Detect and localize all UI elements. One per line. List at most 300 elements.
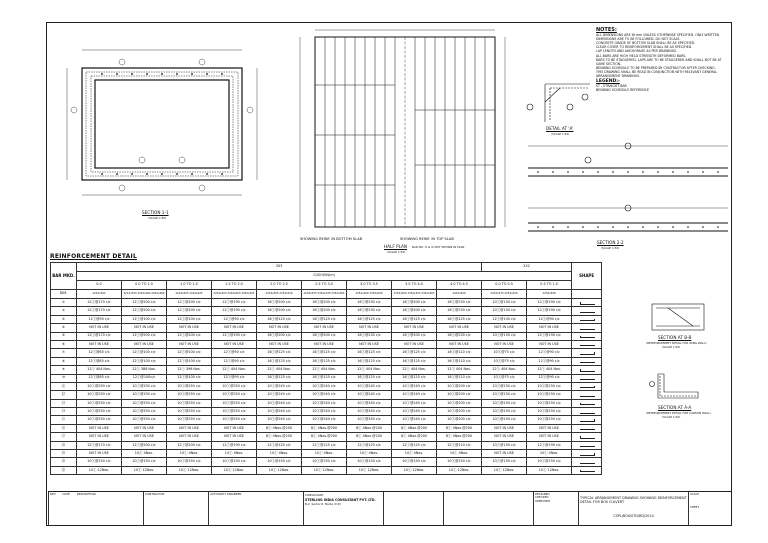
bar-spec-cell: 10ⓣ 12Nos. [482, 466, 527, 474]
section-1-1-drawing [62, 40, 267, 210]
description-label: DESCRIPTION [76, 492, 96, 496]
range-header: 2.5 TO 3.0 [302, 281, 347, 290]
bar-spec-cell: 10ⓣ@200 c/c [437, 416, 482, 424]
bar-spec-cell: 16ⓣ@125 c/c [302, 357, 347, 365]
bar-spec-cell: 10ⓣ 4Nos. [437, 450, 482, 458]
bar-spec-cell: 12ⓣ@100 c/c [122, 349, 167, 357]
bar-spec-cell: NOT IN USE [212, 340, 257, 348]
bar-spec-cell: 16ⓣ@125 c/c [347, 357, 392, 365]
bar-spec-cell: 10ⓣ@200 c/c [437, 408, 482, 416]
note-item: BARS TO BE STAGGERED. LAPS ARE TO BE STAGGERED AND SHALL NOT BE AT SAME SECTION. [596, 57, 722, 66]
bar-shape-cell [572, 424, 602, 432]
table-row [51, 458, 602, 466]
bar-spec-cell: 10ⓣ@150 c/c [482, 458, 527, 466]
bar-spec-cell: 10ⓣ@200 c/c [437, 399, 482, 407]
table-row [51, 399, 602, 407]
range-header: 0.0 [77, 281, 122, 290]
bar-spec-cell: 12ⓣ@200 c/c [122, 441, 167, 449]
bar-shape-cell [572, 324, 602, 332]
bar-spec-cell: 10ⓣ@150 c/c [257, 458, 302, 466]
bar-spec-cell: 16ⓣ@200 c/c [257, 299, 302, 307]
bar-spec-cell: 10ⓣ@250 c/c [167, 382, 212, 390]
table-row [51, 424, 602, 432]
bar-spec-cell: 10ⓣ@250 c/c [167, 399, 212, 407]
bar-mark: ⑨ [51, 366, 77, 374]
bar-spec-cell: 10ⓣ@250 c/c [482, 391, 527, 399]
bar-shape-cell [572, 382, 602, 390]
bar-spec-cell: 12ⓣ@90 c/c [212, 374, 257, 382]
bar-spec-cell: 12ⓣ@90 c/c [212, 349, 257, 357]
notes-heading: NOTES: [596, 27, 617, 33]
bar-shape-cell [572, 374, 602, 382]
detail-a-title: DETAIL AT 'A' [546, 126, 574, 131]
bar-mark: ⑮ [51, 416, 77, 424]
bar-spec-cell: NOT IN USE [482, 450, 527, 458]
bar-mark: ⑦ [51, 349, 77, 357]
bar-spec-cell: 12ⓣ@85 c/c [77, 374, 122, 382]
bar-spec-cell: 12ⓣ@85 c/c [77, 349, 122, 357]
bar-spec-cell: 16ⓣ@200 c/c [392, 332, 437, 340]
bar-mark: ② [51, 307, 77, 315]
bar-spec-cell: 10ⓣ@150 c/c [122, 458, 167, 466]
bar-spec-cell: 12ⓣ@190 c/c [212, 299, 257, 307]
note-item: ALL BARS ARE HIGH YIELD STRENGTH DEFORMED BARS. [596, 53, 687, 58]
consultant-label: CONSULTANT [305, 493, 324, 497]
bar-spec-cell: 12ⓣ@100 c/c [167, 357, 212, 365]
table-row [51, 315, 602, 323]
bar-spec-cell: 12ⓣ@90 c/c [527, 315, 572, 323]
legend-item: BENDING SCHEDULE REFERENCE [596, 88, 650, 93]
bar-spec-cell: 8ⓣ 4Nos.@200 [257, 424, 302, 432]
bar-spec-cell: NOT IN USE [212, 324, 257, 332]
bar-spec-cell: 10ⓣ@250 c/c [122, 416, 167, 424]
bar-spec-cell: NOT IN USE [482, 324, 527, 332]
bar-spec-cell: NOT IN USE [77, 433, 122, 441]
bar-spec-cell: 12ⓣ@190 c/c [527, 332, 572, 340]
bar-spec-cell: 10ⓣ@250 c/c [527, 382, 572, 390]
detail-a-drawing [520, 82, 598, 124]
scale-label: SCALE [690, 492, 699, 496]
note-item: CONCRETE GRADE OF BOTTOM SLAB SHALL BE AS SPECIFIED. [596, 41, 696, 46]
bar-spec-cell: 10ⓣ 12Nos. [302, 466, 347, 474]
bar-spec-cell: 10ⓣ@250 c/c [77, 382, 122, 390]
bar-spec-cell: 10ⓣ@250 c/c [122, 391, 167, 399]
section-2-2-drawing [528, 138, 728, 238]
bar-mark: ⑳ [51, 458, 77, 466]
bar-spec-cell: NOT IN USE [122, 340, 167, 348]
bar-spec-cell: 8ⓣ 4Nos.@200 [302, 433, 347, 441]
bar-shape-cell [572, 408, 602, 416]
bar-spec-cell: 12ⓣ 404 Nos. [257, 366, 302, 374]
bar-spec-cell: 10ⓣ@240 c/c [257, 382, 302, 390]
bar-spec-cell: 10ⓣ@250 c/c [122, 408, 167, 416]
bar-shape-sketch [580, 327, 595, 330]
bar-mark: ⑧ [51, 357, 77, 365]
bar-spec-cell: 10ⓣ 12Nos. [392, 466, 437, 474]
table-row [51, 299, 602, 307]
bar-spec-cell: 10ⓣ@75 c/c [482, 374, 527, 382]
bar-shape-sketch [580, 428, 595, 431]
signoff-cell [533, 492, 578, 526]
bar-shape-sketch [580, 361, 595, 364]
range-header: 3.0 TO 3.5 [347, 281, 392, 290]
dims-label: DIM. [51, 290, 77, 299]
bar-spec-cell: NOT IN USE [167, 324, 212, 332]
bar-spec-cell: NOT IN USE [212, 424, 257, 432]
bar-spec-cell: NOT IN USE [527, 424, 572, 432]
section-1-1-scale: (SCALE 1:50) [148, 216, 167, 220]
bar-spec-cell: 8ⓣ 4Nos.@200 [392, 433, 437, 441]
bar-shape-sketch [580, 403, 595, 406]
bar-spec-cell: 12ⓣ 404 Nos. [77, 366, 122, 374]
bar-spec-cell: 10ⓣ@250 c/c [212, 382, 257, 390]
bar-spec-cell: NOT IN USE [527, 324, 572, 332]
table-row [51, 374, 602, 382]
bar-spec-cell: 10ⓣ@150 c/c [167, 458, 212, 466]
bar-spec-cell: 10ⓣ 12Nos. [527, 466, 572, 474]
section-1-1-title: SECTION 1-1 [142, 210, 169, 215]
bar-spec-cell: 12ⓣ@90 c/c [77, 315, 122, 323]
bar-spec-cell: 12ⓣ@100c/c [122, 374, 167, 382]
contractor-label: CONTRACTOR [145, 492, 165, 496]
bar-spec-cell: 12ⓣ@200 c/c [167, 299, 212, 307]
bar-spec-cell: NOT IN USE [482, 424, 527, 432]
bar-spec-cell: 8ⓣ 4Nos.@200 [437, 424, 482, 432]
section-a-a-drawing [648, 372, 708, 402]
bar-shape-sketch [580, 319, 595, 322]
consultant-address: B-2, Sector-8, Noida (U.P.) [305, 502, 342, 507]
bar-spec-cell: 10ⓣ@250 c/c [77, 399, 122, 407]
bar-spec-cell: NOT IN USE [527, 340, 572, 348]
bar-spec-cell: 12ⓣ@125 c/c [347, 441, 392, 449]
bar-spec-cell: 10ⓣ 4Nos. [122, 450, 167, 458]
bar-shape-sketch [580, 310, 595, 313]
bar-spec-cell: 10ⓣ@240 c/c [347, 408, 392, 416]
bar-spec-cell: NOT IN USE [482, 340, 527, 348]
bar-spec-cell: NOT IN USE [347, 340, 392, 348]
bar-shape-cell [572, 340, 602, 348]
table-row [51, 357, 602, 365]
bar-spec-cell: 10ⓣ@150 c/c [482, 441, 527, 449]
bar-spec-cell: 10ⓣ@240 c/c [257, 416, 302, 424]
bar-spec-cell: 10ⓣ@240 c/c [302, 408, 347, 416]
drawing-title: TYPICAL ARRANGEMENT DRAWING SHOWING REINFORCEMENT DETAIL FOR BOX CULVERT [580, 496, 687, 504]
bar-spec-cell: 12ⓣ@200 c/c [167, 332, 212, 340]
bar-spec-cell: 10ⓣ@250 c/c [167, 408, 212, 416]
bar-spec-cell: NOT IN USE [212, 433, 257, 441]
note-item: THIS DRAWING SHALL BE READ IN CONJUNCTION WITH RELEVANT GENERAL ARRANGEMENT DRAWINGS. [596, 69, 718, 79]
bar-spec-cell: 12ⓣ@100 c/c [167, 315, 212, 323]
bar-spec-cell: 16ⓣ@125 c/c [257, 349, 302, 357]
dim-cell: 2254x403 2224x403 2354x403 [212, 290, 257, 299]
designed-label: DESIGNED [535, 492, 550, 496]
bar-shape-cell [572, 366, 602, 374]
bar-spec-cell: 10ⓣ@250 c/c [527, 416, 572, 424]
bar-spec-cell: 12ⓣ@85 c/c [77, 357, 122, 365]
bar-spec-cell: 10ⓣ 12Nos. [122, 466, 167, 474]
bar-mark: ④ [51, 324, 77, 332]
bar-spec-cell: 16ⓣ@125 c/c [302, 349, 347, 357]
bar-spec-cell: 16ⓣ@230 c/c [437, 307, 482, 315]
bar-spec-cell: 12ⓣ@190 c/c [212, 441, 257, 449]
bar-spec-cell: 12ⓣ@190 c/c [527, 307, 572, 315]
drawing-number: CSPL/BOX/STD/RD/2014 [613, 514, 654, 518]
bar-spec-cell: 12ⓣ@90 c/c [212, 315, 257, 323]
bar-mark-header: BAR MKD. [51, 263, 77, 290]
bar-shape-cell [572, 391, 602, 399]
bar-shape-sketch [580, 411, 595, 414]
bar-shape-cell [572, 349, 602, 357]
bar-spec-cell: 10ⓣ@250 c/c [482, 399, 527, 407]
bar-spec-cell: 10ⓣ@75 c/c [482, 349, 527, 357]
bar-spec-cell: 16ⓣ@125 c/c [437, 315, 482, 323]
bar-spec-cell: NOT IN USE [437, 324, 482, 332]
bar-shape-sketch [580, 352, 595, 355]
bar-spec-cell: 10ⓣ@250 c/c [122, 382, 167, 390]
consultant-name: STERLING INDIA CONSULTANT PVT. LTD. [305, 497, 376, 502]
bar-spec-cell: 12ⓣ@200 c/c [167, 307, 212, 315]
cushion-header: CUSHION(m) [77, 272, 572, 281]
bar-spec-cell: 10ⓣ@150 c/c [347, 458, 392, 466]
bar-spec-cell: 10ⓣ@240 c/c [302, 416, 347, 424]
bar-spec-cell: NOT IN USE [392, 340, 437, 348]
bar-spec-cell: 12ⓣ 404 Nos. [437, 366, 482, 374]
range-header: 1.0 TO 1.5 [167, 281, 212, 290]
bar-spec-cell: 16ⓣ@200 c/c [302, 307, 347, 315]
bar-spec-cell: 10ⓣ@250 c/c [167, 391, 212, 399]
bar-spec-cell: NOT IN USE [347, 324, 392, 332]
bar-spec-cell: NOT IN USE [257, 340, 302, 348]
bar-spec-cell: 10ⓣ 4Nos. [167, 450, 212, 458]
bar-spec-cell: 12ⓣ@170 c/c [77, 307, 122, 315]
checked-label: CHECKED [535, 495, 549, 500]
dim-cell: 2224x425 2224x425 [167, 290, 212, 299]
bar-shape-sketch [580, 461, 595, 464]
note-item: LAP LENGTH AND ANCHORAGE AS PER DRAWINGS. [596, 49, 678, 54]
group-header-3x3: 3X3 [77, 263, 482, 272]
bar-spec-cell: NOT IN USE [122, 433, 167, 441]
bar-spec-cell: 10ⓣ@240 c/c [257, 408, 302, 416]
range-header: 2.0 TO 2.5 [257, 281, 302, 290]
bar-spec-cell: 10ⓣ@200 c/c [437, 391, 482, 399]
bar-spec-cell: 10ⓣ@150 c/c [482, 332, 527, 340]
table-row [51, 382, 602, 390]
bar-spec-cell: 10ⓣ@240 c/c [347, 399, 392, 407]
reinforcement-title: REINFORCEMENT DETAIL [50, 253, 137, 260]
bar-spec-cell: NOT IN USE [257, 324, 302, 332]
legend-item: ST - STRAIGHT BAR [596, 84, 627, 89]
bar-spec-cell: 12ⓣ@125 c/c [392, 441, 437, 449]
dim-cell: 2254x308 [527, 290, 572, 299]
bar-spec-cell: 10ⓣ@250 c/c [77, 416, 122, 424]
authority-cell [208, 492, 303, 526]
note-item: CLEAR COVER TO REINFORCEMENT SHALL BE AS SPECIFIED. [596, 45, 693, 50]
bar-spec-cell: 16ⓣ@200 c/c [257, 307, 302, 315]
bar-spec-cell: 16ⓣ@230 c/c [347, 299, 392, 307]
bar-spec-cell: 10ⓣ 4Nos. [347, 450, 392, 458]
bar-spec-cell: 10ⓣ@240 c/c [257, 399, 302, 407]
bar-shape-cell [572, 399, 602, 407]
bar-spec-cell: 16ⓣ@110 c/c [437, 374, 482, 382]
bar-shape-sketch [580, 394, 595, 397]
table-row [51, 391, 602, 399]
bar-mark: ⑬ [51, 399, 77, 407]
table-row [51, 307, 602, 315]
bar-spec-cell: 10ⓣ@250 c/c [122, 399, 167, 407]
table-row [51, 324, 602, 332]
bar-spec-cell: 12ⓣ@100 c/c [122, 357, 167, 365]
bar-spec-cell: 12ⓣ@110 c/c [437, 441, 482, 449]
bar-mark: ㉑ [51, 466, 77, 474]
bar-spec-cell: 10ⓣ@250 c/c [527, 391, 572, 399]
section-2-2-title: SECTION 2-2 [597, 240, 624, 245]
bar-spec-cell: 16ⓣ@230 c/c [437, 299, 482, 307]
bar-spec-cell: 10ⓣ@240 c/c [347, 391, 392, 399]
bar-spec-cell: 12ⓣ@90 c/c [527, 349, 572, 357]
bar-spec-cell: 12ⓣ@190 c/c [527, 299, 572, 307]
bar-spec-cell: 10ⓣ@150 c/c [482, 307, 527, 315]
bar-spec-cell: 16ⓣ@125 c/c [257, 315, 302, 323]
bar-spec-cell: NOT IN USE [77, 424, 122, 432]
bar-spec-cell: 12ⓣ@200 c/c [122, 307, 167, 315]
bar-mark: ⑩ [51, 374, 77, 382]
bar-shape-cell [572, 466, 602, 474]
bar-mark: ③ [51, 315, 77, 323]
bar-spec-cell: 16ⓣ@110 c/c [437, 349, 482, 357]
bar-spec-cell: NOT IN USE [77, 450, 122, 458]
bar-spec-cell: NOT IN USE [527, 433, 572, 441]
bar-shape-sketch [580, 445, 595, 448]
section-b-b-scale: (SCALE 1:20) [662, 345, 681, 349]
bar-spec-cell: 12ⓣ@90 c/c [527, 357, 572, 365]
bar-mark: ⑪ [51, 382, 77, 390]
bar-spec-cell: 12ⓣ@170 c/c [77, 441, 122, 449]
section-b-b-note: (REINFORCEMENT DETAIL FOR WING WALL) [646, 341, 707, 345]
bar-mark: ⑯ [51, 424, 77, 432]
bar-spec-cell: 12ⓣ 404 Nos. [527, 366, 572, 374]
bar-spec-cell: NOT IN USE [392, 324, 437, 332]
bar-spec-cell: 12ⓣ@190 c/c [527, 441, 572, 449]
bar-spec-cell: NOT IN USE [122, 324, 167, 332]
bar-spec-cell: 10ⓣ@150 c/c [302, 458, 347, 466]
bar-spec-cell: 10ⓣ@250 c/c [482, 416, 527, 424]
bar-spec-cell: 16ⓣ@200 c/c [392, 299, 437, 307]
rev-label: REV [50, 492, 56, 496]
bar-spec-cell: 10ⓣ@150 c/c [77, 458, 122, 466]
bar-spec-cell: 10ⓣ 12Nos. [212, 466, 257, 474]
group-header-2x2: 2X2 [482, 263, 572, 272]
bar-spec-cell: 8ⓣ 4Nos.@200 [347, 433, 392, 441]
bar-spec-cell: 8ⓣ 4Nos.@200 [437, 433, 482, 441]
bar-spec-cell: 12ⓣ@125 c/c [257, 441, 302, 449]
bar-spec-cell: 10ⓣ@240 c/c [392, 408, 437, 416]
bar-spec-cell: 10ⓣ@250 c/c [77, 408, 122, 416]
top-slab-label: SHOWING REINF. IN TOP SLAB [400, 237, 454, 241]
bar-spec-cell: 16ⓣ@110 c/c [437, 357, 482, 365]
bar-shape-cell [572, 357, 602, 365]
bar-shape-sketch [580, 436, 595, 439]
bar-mark: ⑤ [51, 332, 77, 340]
date-label: DATE [62, 492, 70, 496]
bar-spec-cell: 16ⓣ@125 c/c [347, 315, 392, 323]
bar-shape-cell [572, 307, 602, 315]
bar-spec-cell: 10ⓣ@150 c/c [392, 458, 437, 466]
bar-spec-cell: 16ⓣ@200 c/c [302, 332, 347, 340]
bar-shape-cell [572, 458, 602, 466]
bar-shape-cell [572, 433, 602, 441]
bar-spec-cell: 10ⓣ@250 c/c [527, 399, 572, 407]
bar-spec-cell: 12ⓣ 404 Nos. [347, 366, 392, 374]
bar-spec-cell: NOT IN USE [77, 340, 122, 348]
range-header: 0.0 TO 0.5 [482, 281, 527, 290]
dim-cell: 2214x350 2224x460 2324x460 [122, 290, 167, 299]
bar-spec-cell: 10ⓣ@240 c/c [302, 382, 347, 390]
bar-shape-cell [572, 299, 602, 307]
bar-mark: ⑱ [51, 441, 77, 449]
bar-spec-cell: 10ⓣ@240 c/c [392, 382, 437, 390]
bar-spec-cell: 12ⓣ 404 Nos. [392, 366, 437, 374]
bar-spec-cell: 10ⓣ@250 c/c [212, 391, 257, 399]
bar-spec-cell: 8ⓣ 4Nos.@200 [347, 424, 392, 432]
bar-spec-cell: 10ⓣ@240 c/c [347, 382, 392, 390]
check-cell [383, 492, 443, 526]
dim-cell: 2254x455 2354x430 [257, 290, 302, 299]
bar-spec-cell: 16ⓣ@200 c/c [302, 299, 347, 307]
dim-cell: 2224x364 [77, 290, 122, 299]
note-item: ALL DIMENSIONS ARE IN mm UNLESS OTHERWISE SPECIFIED. ONLY WRITTEN DIMENSIONS ARE TO BE FOLLOWED. DO NOT SCALE. [596, 33, 719, 42]
bar-shape-sketch [580, 378, 595, 381]
half-plan-title: HALF PLAN [384, 244, 408, 249]
bar-spec-cell: 12ⓣ 388 Nos. [122, 366, 167, 374]
shape-header: SHAPE [572, 263, 602, 290]
table-row [51, 408, 602, 416]
bar-spec-cell: 10ⓣ@250 c/c [527, 408, 572, 416]
bar-spec-cell: 16ⓣ@125 c/c [302, 315, 347, 323]
bar-spec-cell: 12ⓣ@200 c/c [167, 441, 212, 449]
bar-shape-sketch [580, 336, 595, 339]
bar-mark: ⑭ [51, 408, 77, 416]
bar-mark: ⑫ [51, 391, 77, 399]
half-plan-note: BAR NO. ⑨ & ⑩ NOT SHOWN IN PLAN [412, 245, 465, 249]
bar-spec-cell: 12ⓣ 404 Nos. [212, 366, 257, 374]
bar-spec-cell: 12ⓣ@125 c/c [302, 441, 347, 449]
bar-spec-cell: 12ⓣ@200 c/c [122, 332, 167, 340]
dim-cell: 2254x475 2254x430 [482, 290, 527, 299]
bar-spec-cell: 10ⓣ@240 c/c [302, 391, 347, 399]
sheet-label: SHEET [690, 505, 700, 510]
bar-spec-cell: 10ⓣ@150 c/c [212, 458, 257, 466]
half-plan-drawing [290, 25, 515, 237]
bar-spec-cell: 16ⓣ@125 c/c [302, 374, 347, 382]
bar-spec-cell: 10ⓣ@240 c/c [347, 416, 392, 424]
drawing-title-cell [578, 492, 688, 526]
bar-spec-cell: NOT IN USE [167, 340, 212, 348]
bar-spec-cell: 16ⓣ@125 c/c [347, 349, 392, 357]
bar-spec-cell: 16ⓣ@125 c/c [257, 357, 302, 365]
bar-spec-cell: NOT IN USE [482, 433, 527, 441]
bar-spec-cell: NOT IN USE [122, 424, 167, 432]
bar-spec-cell: 12ⓣ@170 c/c [77, 299, 122, 307]
bar-shape-sketch [580, 470, 595, 473]
bar-spec-cell: 12ⓣ 404 Nos. [302, 366, 347, 374]
table-row [51, 332, 602, 340]
bar-spec-cell: 10ⓣ@250 c/c [212, 416, 257, 424]
bar-spec-cell: 12ⓣ 404 Nos. [482, 366, 527, 374]
bar-spec-cell: 12ⓣ@100 c/c [167, 349, 212, 357]
bar-spec-cell: 12ⓣ@200 c/c [122, 299, 167, 307]
note-cell [443, 492, 533, 526]
section-a-a-scale: (SCALE 1:20) [662, 415, 681, 419]
